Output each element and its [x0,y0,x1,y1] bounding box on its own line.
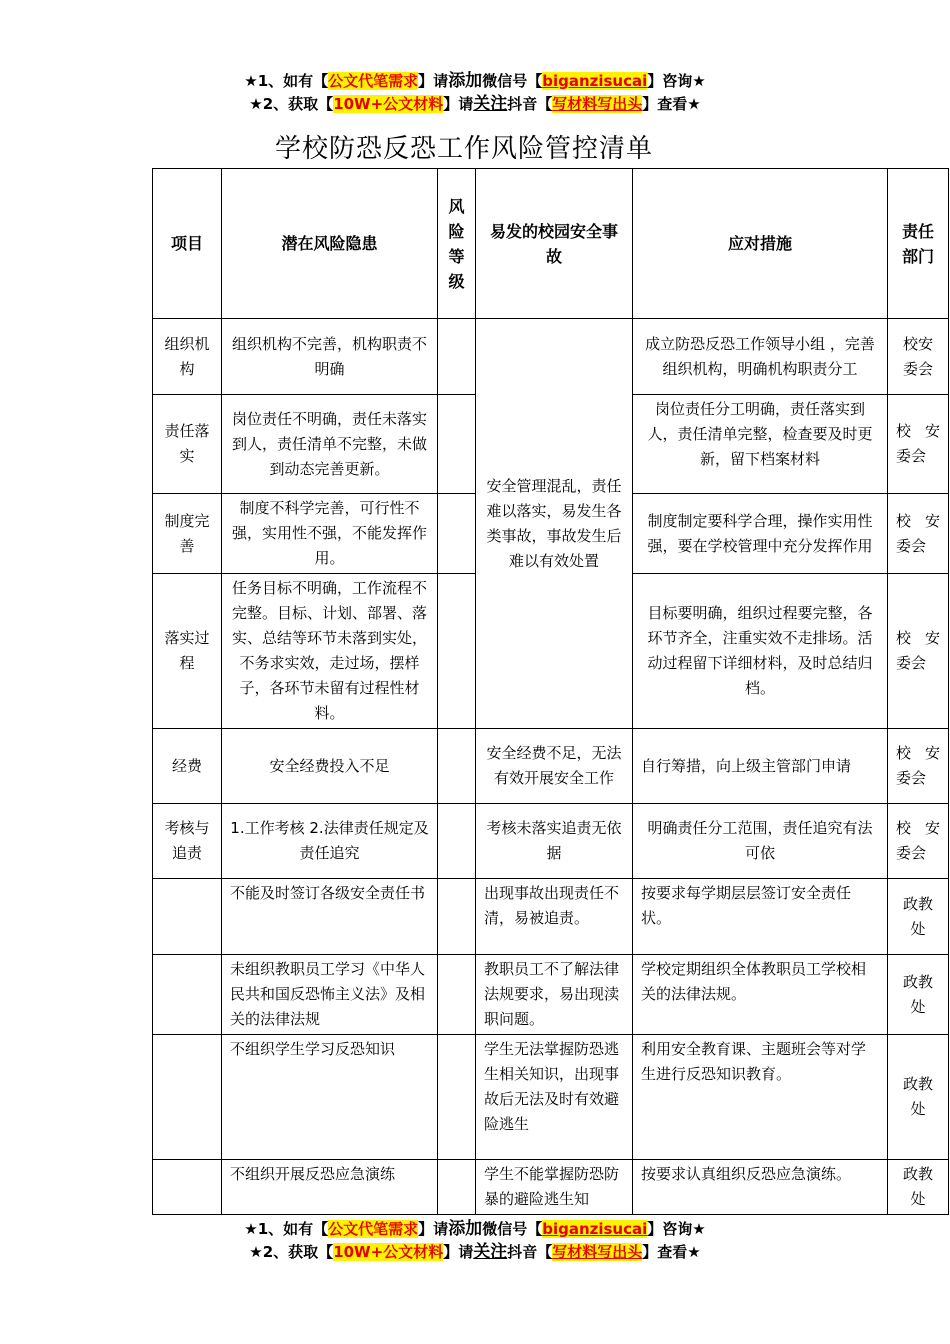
cell-level [438,879,476,955]
banner-line-2 [0,93,950,116]
cell-measure: 制度制定要科学合理，操作实用性强，要在学校管理中充分发挥作用 [633,494,888,574]
cell-item: 组织机构 [153,319,222,395]
banner-text: ★2、获取【 [249,1243,334,1261]
banner-highlight: 10W+公文材料 [333,95,444,113]
cell-accident: 学生不能掌握防恐防暴的避险逃生知 [476,1160,633,1215]
banner-text: 】请 [443,95,474,113]
cell-hazard: 安全经费投入不足 [222,729,438,804]
cell-hazard: 组织机构不完善，机构职责不明确 [222,319,438,395]
cell-level [438,395,476,494]
cell-hazard: 不组织学生学习反恐知识 [222,1035,438,1160]
douyin-account-link[interactable]: 写材料写出头 [552,1243,643,1261]
cell-item: 经费 [153,729,222,804]
header-level: 风险等级 [438,169,476,319]
table-row [153,804,949,879]
cell-hazard: 1.工作考核 2.法律责任规定及责任追究 [222,804,438,879]
cell-measure: 成立防恐反恐工作领导小组 ，完善组织机构，明确机构职责分工 [633,319,888,395]
banner-emphasis: 添加 [448,71,483,91]
banner-emphasis: 关注 [473,94,508,114]
table-row [153,1160,949,1215]
cell-hazard: 任务目标不明确，工作流程不完整。目标、计划、部署、落实、总结等环节未落到实处，不务求实效，走过场，摆样子，各环节未留有过程性材料。 [222,574,438,729]
cell-level [438,804,476,879]
cell-accident-merged: 安全管理混乱，责任难以落实，易发生各类事故，事故发生后难以有效处置 [476,319,633,729]
banner-text: 抖音【 [507,95,553,113]
cell-level [438,1035,476,1160]
banner-text: 】咨询★ [647,1220,706,1238]
cell-measure: 目标要明确，组织过程要完整，各环节齐全，注重实效不走排场。活动过程留下详细材料，及时总结归档。 [633,574,888,729]
table-row [153,729,949,804]
table-header-row [153,169,949,319]
wechat-id-link[interactable]: biganzisucai [542,72,648,90]
table-row [153,1035,949,1160]
cell-accident: 教职员工不了解法律法规要求，易出现渎职问题。 [476,955,633,1035]
cell-accident: 考核未落实追责无依据 [476,804,633,879]
banner-line-1 [0,1218,950,1241]
risk-control-table [152,168,949,1215]
banner-text: 微信号【 [482,72,543,90]
cell-dept: 校 安委会 [888,395,949,494]
cell-dept: 校 安委会 [888,574,949,729]
cell-item: 落实过程 [153,574,222,729]
cell-level [438,1160,476,1215]
cell-measure: 明确责任分工范围，责任追究有法可依 [633,804,888,879]
banner-text: ★1、如有【 [244,72,329,90]
table-row [153,319,949,395]
banner-text: ★2、获取【 [249,95,334,113]
cell-item: 责任落实 [153,395,222,494]
banner-text: 】请 [443,1243,474,1261]
cell-dept: 校安委会 [888,319,949,395]
cell-measure: 按要求每学期层层签订安全责任状。 [633,879,888,955]
cell-hazard: 制度不科学完善，可行性不强，实用性不强，不能发挥作用。 [222,494,438,574]
cell-hazard: 不能及时签订各级安全责任书 [222,879,438,955]
cell-level [438,494,476,574]
cell-item [153,1160,222,1215]
banner-text: 】咨询★ [647,72,706,90]
banner-text: 】查看★ [642,95,701,113]
banner-highlight: 公文代笔需求 [328,72,419,90]
cell-measure: 自行筹措，向上级主管部门申请 [633,729,888,804]
banner-text: 】请 [418,1220,449,1238]
top-banner [0,70,950,116]
cell-accident: 出现事故出现责任不清，易被追责。 [476,879,633,955]
bottom-banner [0,1218,950,1264]
cell-dept: 政教处 [888,955,949,1035]
cell-item: 考核与追责 [153,804,222,879]
banner-text: 】查看★ [642,1243,701,1261]
cell-accident: 学生无法掌握防恐逃生相关知识，出现事故后无法及时有效避险逃生 [476,1035,633,1160]
banner-text: 】请 [418,72,449,90]
banner-emphasis: 关注 [473,1242,508,1262]
cell-dept: 政教处 [888,879,949,955]
cell-measure: 学校定期组织全体教职员工学校相关的法律法规。 [633,955,888,1035]
cell-dept: 校 安委会 [888,804,949,879]
cell-dept: 政教处 [888,1035,949,1160]
cell-hazard: 岗位责任不明确，责任未落实到人，责任清单不完整，未做到动态完善更新。 [222,395,438,494]
banner-text: 抖音【 [507,1243,553,1261]
header-hazard: 潜在风险隐患 [222,169,438,319]
cell-item [153,879,222,955]
cell-hazard: 不组织开展反恐应急演练 [222,1160,438,1215]
header-accident: 易发的校园安全事故 [476,169,633,319]
header-item: 项目 [153,169,222,319]
cell-dept: 校 安委会 [888,494,949,574]
wechat-id-link[interactable]: biganzisucai [542,1220,648,1238]
document-title: 学校防恐反恐工作风险管控清单 [275,134,654,164]
header-measure: 应对措施 [633,169,888,319]
cell-dept: 政教处 [888,1160,949,1215]
table-row [153,955,949,1035]
cell-measure: 利用安全教育课、主题班会等对学生进行反恐知识教育。 [633,1035,888,1160]
table-row [153,879,949,955]
cell-level [438,955,476,1035]
cell-level [438,729,476,804]
cell-accident: 安全经费不足，无法有效开展安全工作 [476,729,633,804]
cell-measure: 岗位责任分工明确，责任落实到人，责任清单完整，检查要及时更新，留下档案材料 [633,395,888,494]
banner-line-1 [0,70,950,93]
cell-item [153,1035,222,1160]
banner-highlight: 10W+公文材料 [333,1243,444,1261]
cell-measure: 按要求认真组织反恐应急演练。 [633,1160,888,1215]
cell-dept: 校 安委会 [888,729,949,804]
banner-emphasis: 添加 [448,1219,483,1239]
cell-item: 制度完善 [153,494,222,574]
banner-text: ★1、如有【 [244,1220,329,1238]
cell-level [438,319,476,395]
banner-line-2 [0,1241,950,1264]
douyin-account-link[interactable]: 写材料写出头 [552,95,643,113]
cell-level [438,574,476,729]
banner-highlight: 公文代笔需求 [328,1220,419,1238]
banner-text: 微信号【 [482,1220,543,1238]
cell-item [153,955,222,1035]
cell-hazard: 未组织教职员工学习《中华人民共和国反恐怖主义法》及相关的法律法规 [222,955,438,1035]
header-dept: 责任部门 [888,169,949,319]
